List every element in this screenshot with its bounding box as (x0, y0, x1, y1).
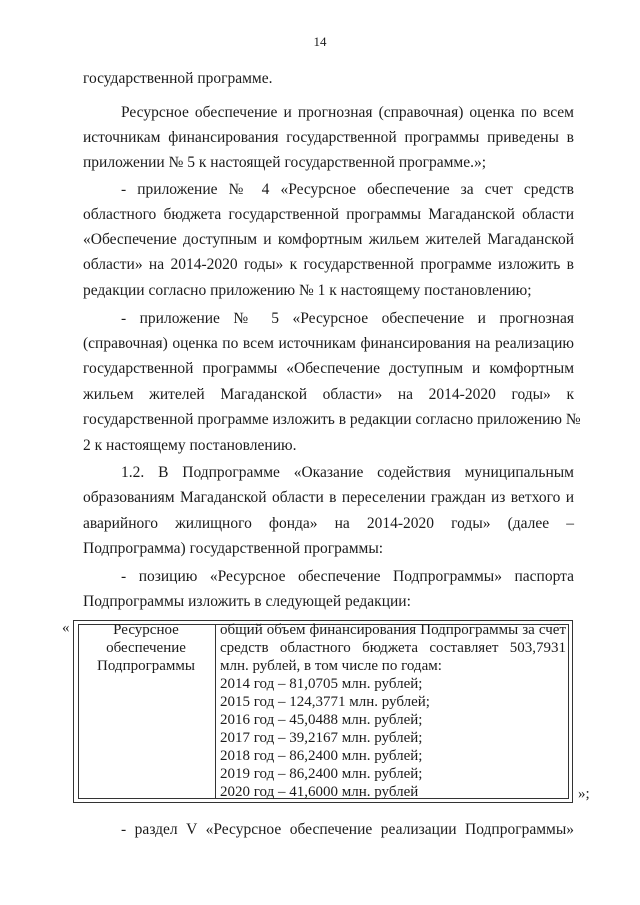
text-line: образованиям Магаданской области в переселении граждан из ветхого и (83, 489, 574, 506)
text-line: - позицию «Ресурсное обеспечение Подпрограммы» паспорта (121, 568, 574, 585)
text-line: 1.2. В Подпрограмме «Оказание содействия муниципальным (121, 464, 574, 481)
text-line: области» на 2014-2020 годы» к государственной программе изложить в (83, 256, 574, 273)
text-line: Подпрограммы изложить в следующей редакции: (83, 593, 411, 610)
text-line: (справочная) оценка по всем источникам финансирования на реализацию (83, 335, 574, 352)
table-column-divider (215, 624, 216, 799)
table-cell-right (220, 621, 566, 801)
text-line: государственной программы «Обеспечение доступным и комфортным (83, 360, 574, 377)
text-line: жильем жителей Магаданской области» на 2014-2020 годы» к (83, 386, 574, 403)
cell-line: 2015 год – 124,3771 млн. рублей; (220, 694, 430, 710)
cell-line: 2019 год – 86,2400 млн. рублей; (220, 766, 423, 782)
cell-line: Ресурсное (113, 622, 179, 638)
text-line: источникам финансирования государственной программы приведены в (83, 129, 574, 146)
text-line: - приложение № 4 «Ресурсное обеспечение за счет средств (121, 181, 574, 198)
text-line: Ресурсное обеспечение и прогнозная (справочная) оценка по всем (121, 104, 574, 121)
cell-line: Подпрограммы (97, 658, 195, 674)
cell-line: общий объем финансирования Подпрограммы за счет (220, 622, 566, 638)
text-line: редакции согласно приложению № 1 к настоящему постановлению; (83, 282, 532, 299)
text-line: 2 к настоящему постановлению. (83, 437, 297, 454)
text-line: государственной программе. (83, 70, 273, 87)
open-quote: « (62, 620, 70, 636)
table-cell-left (82, 621, 210, 675)
cell-line: млн. рублей, в том числе по годам: (220, 658, 442, 674)
text-line: аварийного жилищного фонда» на 2014-2020 годы» (далее – (83, 515, 574, 532)
text-line: государственной программе изложить в редакции согласно приложению № (83, 411, 581, 428)
close-quote: »; (578, 786, 590, 802)
page-number: 14 (313, 34, 327, 49)
cell-line: 2018 год – 86,2400 млн. рублей; (220, 748, 423, 764)
text-line: приложении № 5 к настоящей государственной программе.»; (83, 154, 487, 171)
cell-line: 2014 год – 81,0705 млн. рублей; (220, 676, 423, 692)
text-line: - приложение № 5 «Ресурсное обеспечение и прогнозная (121, 310, 574, 327)
cell-line: 2020 год – 41,6000 млн. рублей (220, 784, 419, 800)
cell-line: 2016 год – 45,0488 млн. рублей; (220, 712, 423, 728)
text-line: Подпрограмма) государственной программы: (83, 540, 384, 557)
cell-line: обеспечение (106, 640, 186, 656)
text-line: областного бюджета государственной программы Магаданской области (83, 206, 574, 223)
text-line: «Обеспечение доступным и комфортным жильем жителей Магаданской (83, 231, 574, 248)
cell-line: средств областного бюджета составляет 503,7931 (220, 640, 566, 656)
cell-line: 2017 год – 39,2167 млн. рублей; (220, 730, 423, 746)
text-line: - раздел V «Ресурсное обеспечение реализации Подпрограммы» (121, 821, 574, 838)
